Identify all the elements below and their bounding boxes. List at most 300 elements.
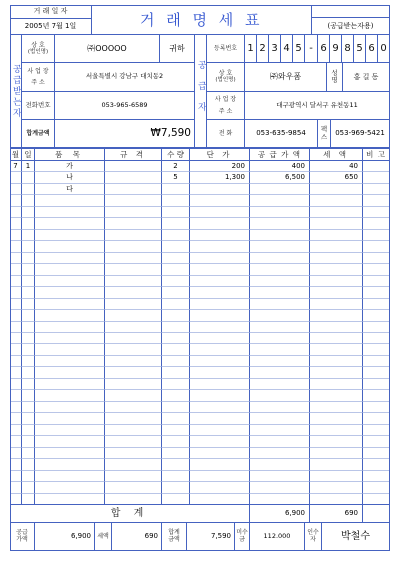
supplier-name-label [327,63,343,92]
recipient-total-value: ₩7,590 [55,120,195,148]
cell-tax [310,459,363,471]
supplier-name-label-text: 성 명 [331,68,338,84]
cell-month [10,276,22,287]
cell-unit-price [190,471,250,482]
cell-item [35,413,105,425]
cell-tax [310,482,363,494]
cell-unit-price [190,390,250,402]
cell-day [22,230,35,241]
cell-supply [250,299,310,310]
cell-tax [310,218,363,230]
recipient-company-label [22,35,55,63]
cell-day [22,310,35,322]
cell-tax [310,310,363,322]
copy-type: (공급받는자용) [312,18,390,35]
cell-note [363,310,390,322]
cell-month [10,482,22,494]
supplier-phone-value: 053-635-9854 [245,120,318,148]
cell-spec [105,207,162,218]
table-total-note [363,505,390,523]
cell-month [10,356,22,367]
cell-supply [250,379,310,390]
supplier-company-label [207,63,245,92]
cell-month [10,344,22,356]
cell-qty [162,402,190,413]
cell-spec [105,413,162,425]
cell-supply: 6,500 [250,172,310,184]
footer-tax-label: 세액 [95,523,112,551]
cell-note [363,195,390,207]
cell-month [10,264,22,276]
cell-supply: 400 [250,161,310,172]
cell-qty [162,230,190,241]
cell-item [35,287,105,299]
cell-day [22,253,35,264]
cell-item [35,402,105,413]
cell-item [35,195,105,207]
cell-month [10,390,22,402]
supplier-address-sublabel: 주 소 [218,107,233,115]
cell-supply [250,230,310,241]
cell-tax [310,333,363,344]
recipient-company-sublabel: (법인명) [27,48,49,55]
cell-qty [162,436,190,448]
cell-day [22,436,35,448]
cell-month [10,448,22,459]
cell-item [35,310,105,322]
cell-supply [250,367,310,379]
cell-supply [250,402,310,413]
cell-day: 1 [22,161,35,172]
cell-month [10,322,22,333]
cell-spec [105,425,162,436]
supplier-phone-label: 전 화 [207,120,245,148]
cell-qty [162,310,190,322]
cell-unit-price [190,230,250,241]
cell-note [363,161,390,172]
cell-supply [250,425,310,436]
cell-note [363,299,390,310]
cell-tax [310,367,363,379]
column-header-note: 비 고 [363,148,390,161]
reg-digit: 5 [293,35,305,63]
cell-day [22,482,35,494]
cell-month [10,241,22,253]
cell-day [22,276,35,287]
supplier-company-value: ㈜와우폼 [245,63,327,92]
reg-digit: 5 [354,35,366,63]
cell-month: 7 [10,161,22,172]
column-header-tax: 세 액 [310,148,363,161]
cell-unit-price [190,413,250,425]
supplier-fax-label [318,120,331,148]
cell-supply [250,253,310,264]
cell-unit-price [190,310,250,322]
column-header-qty: 수 량 [162,148,190,161]
cell-unit-price [190,367,250,379]
cell-tax [310,184,363,195]
column-header-supply: 공 급 가 액 [250,148,310,161]
cell-qty [162,276,190,287]
cell-qty [162,413,190,425]
cell-unit-price [190,184,250,195]
cell-month [10,413,22,425]
cell-tax [310,379,363,390]
footer-tax-value: 690 [112,523,162,551]
table-total-tax: 690 [310,505,363,523]
supplier-company-label-text: 상 호 [218,70,233,78]
cell-note [363,287,390,299]
footer-supply-label [10,523,35,551]
cell-day [22,356,35,367]
footer-unpaid-value: 112.000 [250,523,305,551]
cell-supply [250,184,310,195]
cell-unit-price [190,276,250,287]
cell-tax [310,471,363,482]
cell-qty [162,448,190,459]
cell-month [10,310,22,322]
cell-spec [105,333,162,344]
cell-supply [250,459,310,471]
cell-note [363,390,390,402]
cell-note [363,344,390,356]
cell-day [22,184,35,195]
cell-spec [105,218,162,230]
cell-month [10,287,22,299]
cell-unit-price [190,195,250,207]
cell-day [22,207,35,218]
reg-digit: - [305,35,318,63]
cell-spec [105,379,162,390]
cell-supply [250,241,310,253]
cell-item: 가 [35,161,105,172]
cell-spec [105,436,162,448]
cell-note [363,333,390,344]
cell-month [10,367,22,379]
cell-qty [162,425,190,436]
cell-month [10,195,22,207]
cell-item [35,276,105,287]
cell-tax [310,264,363,276]
cell-tax [310,322,363,333]
cell-unit-price [190,344,250,356]
supplier-address-label [207,92,245,120]
supplier-section-label [195,35,207,148]
cell-qty [162,207,190,218]
cell-qty [162,390,190,402]
cell-supply [250,390,310,402]
cell-month [10,230,22,241]
cell-supply [250,413,310,425]
table-total-label: 합 계 [10,505,250,523]
cell-item [35,356,105,367]
cell-spec [105,230,162,241]
cell-supply [250,195,310,207]
cell-item [35,459,105,471]
cell-qty [162,322,190,333]
cell-month [10,436,22,448]
cell-spec [105,390,162,402]
cell-spec [105,471,162,482]
cell-spec [105,287,162,299]
cell-item [35,322,105,333]
cell-tax [310,276,363,287]
cell-month [10,172,22,184]
cell-spec [105,310,162,322]
cell-note [363,425,390,436]
cell-note [363,459,390,471]
cell-day [22,172,35,184]
footer-receiver-value: 박철수 [322,523,390,551]
cell-tax [310,241,363,253]
cell-tax: 650 [310,172,363,184]
reg-digit: 6 [318,35,330,63]
cell-qty [162,287,190,299]
cell-day [22,402,35,413]
cell-note [363,218,390,230]
cell-qty [162,333,190,344]
cell-qty [162,356,190,367]
cell-day [22,379,35,390]
footer-receiver-label-text: 인수자 [307,528,319,543]
cell-qty [162,253,190,264]
cell-note [363,207,390,218]
cell-spec [105,195,162,207]
cell-month [10,379,22,390]
cell-tax [310,448,363,459]
cell-qty [162,471,190,482]
cell-month [10,333,22,344]
reg-digit: 0 [378,35,390,63]
cell-tax [310,344,363,356]
cell-unit-price [190,299,250,310]
cell-month [10,402,22,413]
reg-digit: 2 [257,35,269,63]
recipient-address-sublabel: 주 소 [31,79,45,86]
cell-spec [105,253,162,264]
cell-supply [250,207,310,218]
recipient-phone-label: 전화번호 [22,92,55,120]
cell-item [35,264,105,276]
column-header-item: 품 목 [35,148,105,161]
cell-supply [250,436,310,448]
cell-note [363,379,390,390]
cell-unit-price [190,402,250,413]
reg-digit: 4 [281,35,293,63]
cell-unit-price [190,287,250,299]
cell-spec [105,482,162,494]
cell-spec [105,172,162,184]
cell-unit-price [190,459,250,471]
cell-unit-price [190,207,250,218]
cell-supply [250,471,310,482]
cell-spec [105,184,162,195]
cell-item [35,230,105,241]
cell-item [35,436,105,448]
cell-unit-price [190,356,250,367]
cell-month [10,425,22,436]
reg-digit: 6 [366,35,378,63]
cell-spec [105,356,162,367]
copy-type-box [312,5,390,18]
cell-month [10,459,22,471]
cell-supply [250,276,310,287]
cell-qty [162,241,190,253]
document-title-text: 거 래 명 세 표 [139,10,264,29]
supplier-name-value: 홍 길 동 [343,63,390,92]
cell-spec [105,448,162,459]
footer-unpaid-label-text: 미수금 [236,528,248,543]
cell-note [363,448,390,459]
footer-supply-label-text: 공급가액 [16,528,28,543]
cell-item [35,367,105,379]
document-title [92,5,312,35]
cell-spec [105,459,162,471]
cell-item [35,333,105,344]
recipient-total-label: 합계금액 [22,120,55,148]
cell-supply [250,218,310,230]
cell-spec [105,161,162,172]
cell-day [22,299,35,310]
cell-day [22,264,35,276]
cell-unit-price [190,436,250,448]
cell-qty [162,344,190,356]
column-header-month: 월 [10,148,22,161]
cell-tax [310,390,363,402]
cell-unit-price [190,379,250,390]
cell-item [35,448,105,459]
column-header-unit-price: 단 가 [190,148,250,161]
supplier-company-sublabel: (법인명) [215,77,236,84]
cell-tax [310,207,363,218]
cell-month [10,184,22,195]
supplier-address-value: 대구광역시 달서구 유천동11 [245,92,390,120]
recipient-section-label [10,35,22,148]
cell-spec [105,299,162,310]
cell-unit-price [190,218,250,230]
footer-total-label [162,523,187,551]
cell-unit-price [190,322,250,333]
recipient-phone-value: 053-965-6589 [55,92,195,120]
cell-unit-price: 1,300 [190,172,250,184]
cell-tax: 40 [310,161,363,172]
cell-qty: 5 [162,172,190,184]
cell-unit-price [190,264,250,276]
date-value: 2005년 7월 1일 [10,19,92,35]
cell-supply [250,482,310,494]
cell-item [35,482,105,494]
cell-day [22,367,35,379]
cell-tax [310,230,363,241]
cell-qty [162,459,190,471]
cell-qty [162,379,190,390]
recipient-section-label-text: 공급받는자 [10,63,21,119]
cell-spec [105,402,162,413]
cell-item [35,344,105,356]
cell-note [363,356,390,367]
cell-spec [105,276,162,287]
cell-tax [310,425,363,436]
cell-item [35,471,105,482]
cell-qty [162,218,190,230]
column-header-spec: 규 격 [105,148,162,161]
footer-receiver-label [305,523,322,551]
cell-day [22,344,35,356]
cell-item [35,425,105,436]
cell-item [35,218,105,230]
supplier-section-label-text: 공급자 [195,59,206,123]
footer-total-label-text: 합계금액 [168,528,180,543]
cell-item [35,207,105,218]
cell-note [363,264,390,276]
cell-day [22,448,35,459]
cell-unit-price [190,448,250,459]
cell-qty [162,367,190,379]
cell-day [22,459,35,471]
cell-day [22,287,35,299]
cell-note [363,241,390,253]
cell-tax [310,253,363,264]
cell-item [35,379,105,390]
cell-unit-price [190,253,250,264]
cell-item: 다 [35,184,105,195]
cell-day [22,195,35,207]
recipient-company-label-text: 상 호 [31,41,45,49]
cell-note [363,471,390,482]
reg-digit: 9 [330,35,342,63]
cell-day [22,471,35,482]
cell-tax [310,195,363,207]
cell-item [35,253,105,264]
cell-note [363,172,390,184]
cell-spec [105,241,162,253]
cell-day [22,218,35,230]
cell-day [22,390,35,402]
cell-day [22,241,35,253]
cell-qty [162,195,190,207]
cell-month [10,471,22,482]
cell-note [363,482,390,494]
cell-note [363,413,390,425]
cell-spec [105,264,162,276]
cell-item [35,390,105,402]
cell-day [22,333,35,344]
cell-supply [250,310,310,322]
cell-supply [250,356,310,367]
cell-tax [310,299,363,310]
table-total-supply: 6,900 [250,505,310,523]
cell-note [363,276,390,287]
cell-supply [250,322,310,333]
cell-note [363,322,390,333]
cell-tax [310,413,363,425]
cell-qty [162,184,190,195]
footer-unpaid-label [235,523,250,551]
cell-unit-price [190,333,250,344]
cell-supply [250,287,310,299]
cell-note [363,367,390,379]
cell-spec [105,322,162,333]
cell-note [363,436,390,448]
cell-note [363,184,390,195]
cell-item: 나 [35,172,105,184]
cell-item [35,299,105,310]
supplier-fax-label-text: 팩스 [320,125,328,141]
cell-month [10,299,22,310]
cell-qty [162,264,190,276]
cell-tax [310,402,363,413]
cell-tax [310,287,363,299]
